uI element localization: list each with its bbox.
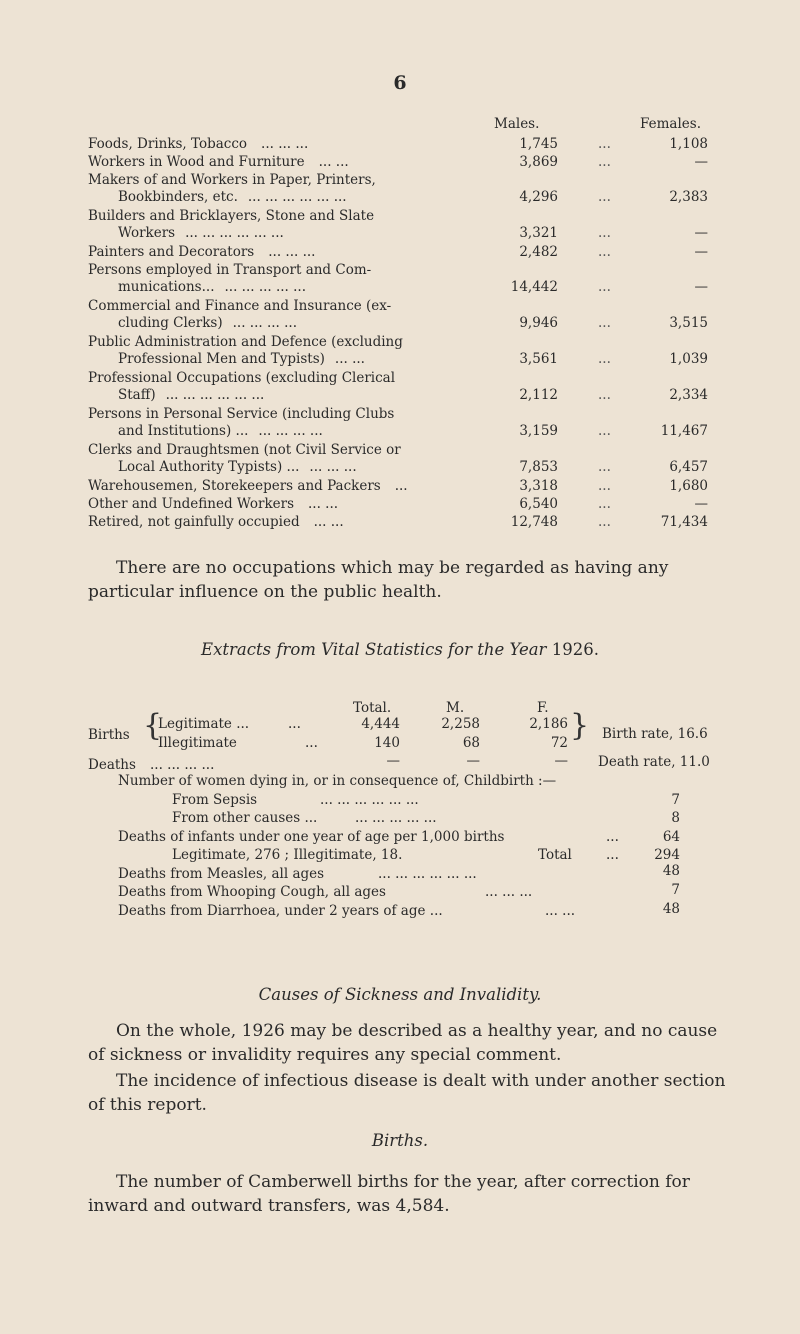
column-separator-dots: ... <box>598 423 611 439</box>
occupation-label-dots: ... ... ... ... ... ... <box>165 387 265 403</box>
deaths-dots: ... ... ... ... <box>150 757 215 773</box>
males-value: 9,946 <box>519 315 558 331</box>
column-header-f: F. <box>537 700 549 716</box>
males-value: 3,159 <box>519 423 558 439</box>
females-value: 1,039 <box>669 351 708 367</box>
total-value: 294 <box>654 847 680 863</box>
right-brace-icon: } <box>570 708 590 743</box>
sickness-paragraph-2: The incidence of infectious disease is dealt with under another section of this report. <box>88 1071 726 1115</box>
females-value: 1,680 <box>669 478 708 494</box>
occupation-label <box>88 442 468 476</box>
occupation-label-line1: Public Administration and Defence (excluding <box>88 334 403 350</box>
occupation-label-line2: Local Authority Typists) ... <box>118 459 300 475</box>
males-value: 7,853 <box>519 459 558 475</box>
column-header-m: M. <box>446 700 465 716</box>
females-value: 2,334 <box>669 387 708 403</box>
occupation-label-line2: and Institutions) ... <box>118 423 249 439</box>
males-value: 3,318 <box>519 478 558 494</box>
total-dots: ... <box>606 847 619 863</box>
females-value: 2,383 <box>669 189 708 205</box>
whooping-cough-label: Deaths from Whooping Cough, all ages <box>118 884 386 900</box>
occupation-label-line1: Other and Undefined Workers <box>88 496 295 512</box>
sickness-paragraph-1: On the whole, 1926 may be described as a healthy year, and no cause of sickness or invalidity requires any special comment. <box>88 1021 718 1065</box>
occupation-label-line1: Retired, not gainfully occupied <box>88 514 300 530</box>
males-value: 6,540 <box>519 496 558 512</box>
males-value: 2,112 <box>519 387 558 403</box>
vital-statistics-heading <box>0 640 800 659</box>
occupation-label <box>88 496 468 513</box>
sepsis-label: From Sepsis <box>172 792 258 808</box>
sickness-heading: Causes of Sickness and Invalidity. <box>258 985 542 1004</box>
column-separator-dots: ... <box>598 244 611 260</box>
occupation-label-dots: ... ... <box>308 496 339 512</box>
occupation-label-line2: Professional Men and Typists) <box>118 351 325 367</box>
females-value: 11,467 <box>660 423 708 439</box>
occupation-label-line2: munications... <box>118 279 215 295</box>
males-value: 1,745 <box>519 136 558 152</box>
diarrhoea-dots: ... ... <box>545 903 576 919</box>
occupation-label-line1: Professional Occupations (excluding Clerical <box>88 370 396 386</box>
column-separator-dots: ... <box>598 496 611 512</box>
health-paragraph: There are no occupations which may be regarded as having any particular influence on the public health. <box>88 558 669 602</box>
males-value: 3,321 <box>519 225 558 241</box>
diarrhoea-value: 48 <box>662 901 680 917</box>
deaths-m: — <box>466 753 480 769</box>
column-separator-dots: ... <box>598 315 611 331</box>
females-value: — <box>694 225 708 241</box>
column-separator-dots: ... <box>598 154 611 170</box>
occupation-label-line1: Clerks and Draughtsmen (not Civil Service or <box>88 442 401 458</box>
females-value: 1,108 <box>669 136 708 152</box>
legitimate-illegitimate-breakdown: Legitimate, 276 ; Illegitimate, 18. <box>172 847 403 863</box>
females-value: — <box>694 279 708 295</box>
whooping-cough-dots: ... ... ... <box>485 884 533 900</box>
males-value: 3,869 <box>519 154 558 170</box>
females-value: 71,434 <box>660 514 708 530</box>
occupation-label-line1: Workers in Wood and Furniture <box>88 154 305 170</box>
occupation-label-line2: Staff) <box>118 387 156 403</box>
occupation-label-line1: Persons in Personal Service (including Clubs <box>88 406 395 422</box>
occupation-label <box>88 244 468 261</box>
legitimate-total: 4,444 <box>361 716 400 732</box>
females-value: 6,457 <box>669 459 708 475</box>
occupation-label-dots: ... ... <box>334 351 365 367</box>
measles-dots: ... ... ... ... ... ... <box>378 866 477 882</box>
death-rate: Death rate, 11.0 <box>598 754 710 770</box>
births-paragraph: The number of Camberwell births for the year, after correction for inward and outward transfers, was 4,584. <box>88 1172 690 1216</box>
illegitimate-f: 72 <box>550 735 568 751</box>
occupation-label-dots: ... <box>394 478 408 494</box>
males-value: 2,482 <box>519 244 558 260</box>
occupation-label-dots: ... ... <box>313 514 344 530</box>
vital-heading-year: 1926. <box>551 640 599 659</box>
occupation-label <box>88 262 468 296</box>
females-value: — <box>694 244 708 260</box>
females-value: 3,515 <box>669 315 708 331</box>
whooping-cough-value: 7 <box>671 882 680 898</box>
occupation-label <box>88 478 468 495</box>
infant-deaths-value: 64 <box>662 829 680 845</box>
sepsis-value: 7 <box>671 792 680 808</box>
page-number: 6 <box>393 72 407 94</box>
column-header-total: Total. <box>353 700 392 716</box>
occupation-label <box>88 208 468 242</box>
column-separator-dots: ... <box>598 459 611 475</box>
column-separator-dots: ... <box>598 351 611 367</box>
occupation-label <box>88 334 468 368</box>
occupation-label-dots: ... ... <box>318 154 349 170</box>
illegitimate-total: 140 <box>374 735 400 751</box>
births-label: Births <box>88 727 130 743</box>
males-value: 14,442 <box>510 279 558 295</box>
column-separator-dots: ... <box>598 478 611 494</box>
occupation-label <box>88 136 468 153</box>
occupation-label-dots: ... ... ... <box>309 459 357 475</box>
deaths-label: Deaths <box>88 757 136 773</box>
measles-label: Deaths from Measles, all ages <box>118 866 325 882</box>
column-header-males: Males. <box>494 116 540 132</box>
occupation-label-dots: ... ... ... ... <box>258 423 323 439</box>
infant-deaths-label: Deaths of infants under one year of age per 1,000 births <box>118 829 505 845</box>
occupation-label <box>88 172 468 206</box>
occupation-label-line1: Persons employed in Transport and Com- <box>88 262 372 278</box>
occupation-label-line1: Painters and Decorators <box>88 244 255 260</box>
column-separator-dots: ... <box>598 225 611 241</box>
column-separator-dots: ... <box>598 189 611 205</box>
males-value: 3,561 <box>519 351 558 367</box>
sepsis-dots: ... ... ... ... ... ... <box>320 792 419 808</box>
measles-value: 48 <box>662 863 680 879</box>
females-value: — <box>694 154 708 170</box>
occupation-label-line1: Makers of and Workers in Paper, Printers, <box>88 172 376 188</box>
occupation-label <box>88 370 468 404</box>
vital-heading-text: Extracts from Vital Statistics for the Year <box>201 640 547 659</box>
childbirth-heading: Number of women dying in, or in consequence of, Childbirth :— <box>118 773 557 789</box>
left-brace-icon: { <box>143 708 163 743</box>
diarrhoea-label: Deaths from Diarrhoea, under 2 years of age ... <box>118 903 443 919</box>
illegitimate-dots: ... <box>305 735 318 751</box>
illegitimate-m: 68 <box>462 735 480 751</box>
occupation-label <box>88 154 468 171</box>
occupation-label <box>88 514 468 531</box>
occupation-label-line2: Bookbinders, etc. <box>118 189 238 205</box>
other-causes-label: From other causes ... <box>172 810 318 826</box>
birth-rate: Birth rate, 16.6 <box>602 726 708 742</box>
occupation-label-line1: Builders and Bricklayers, Stone and Slate <box>88 208 375 224</box>
legitimate-f: 2,186 <box>529 716 568 732</box>
occupation-label-dots: ... ... ... ... <box>232 315 297 331</box>
deaths-f: — <box>554 753 568 769</box>
occupation-label-line2: cluding Clerks) <box>118 315 223 331</box>
column-separator-dots: ... <box>598 136 611 152</box>
occupation-label-dots: ... ... ... <box>261 136 309 152</box>
column-separator-dots: ... <box>598 279 611 295</box>
males-value: 12,748 <box>510 514 558 530</box>
occupation-label-dots: ... ... ... ... ... ... <box>247 189 347 205</box>
deaths-total: — <box>386 753 400 769</box>
males-value: 4,296 <box>519 189 558 205</box>
infant-deaths-dots: ... <box>606 829 619 845</box>
illegitimate-label: Illegitimate <box>158 735 237 751</box>
other-causes-dots: ... ... ... ... ... <box>355 810 437 826</box>
legitimate-m: 2,258 <box>441 716 480 732</box>
occupation-label-dots: ... ... ... <box>268 244 316 260</box>
total-label: Total <box>538 847 572 863</box>
occupation-label-dots: ... ... ... ... ... ... <box>185 225 284 241</box>
occupation-label-line2: Workers <box>118 225 176 241</box>
occupation-label-dots: ... ... ... ... ... <box>224 279 307 295</box>
occupation-label-line1: Warehousemen, Storekeepers and Packers <box>88 478 381 494</box>
legitimate-dots: ... <box>288 716 301 732</box>
column-header-females: Females. <box>640 116 701 132</box>
column-separator-dots: ... <box>598 514 611 530</box>
occupation-label-line1: Foods, Drinks, Tobacco <box>88 136 248 152</box>
other-causes-value: 8 <box>671 810 680 826</box>
occupation-label <box>88 298 468 332</box>
occupation-label <box>88 406 468 440</box>
column-separator-dots: ... <box>598 387 611 403</box>
occupation-label-line1: Commercial and Finance and Insurance (ex- <box>88 298 392 314</box>
births-heading: Births. <box>371 1131 429 1150</box>
females-value: — <box>694 496 708 512</box>
legitimate-label: Legitimate ... <box>158 716 250 732</box>
